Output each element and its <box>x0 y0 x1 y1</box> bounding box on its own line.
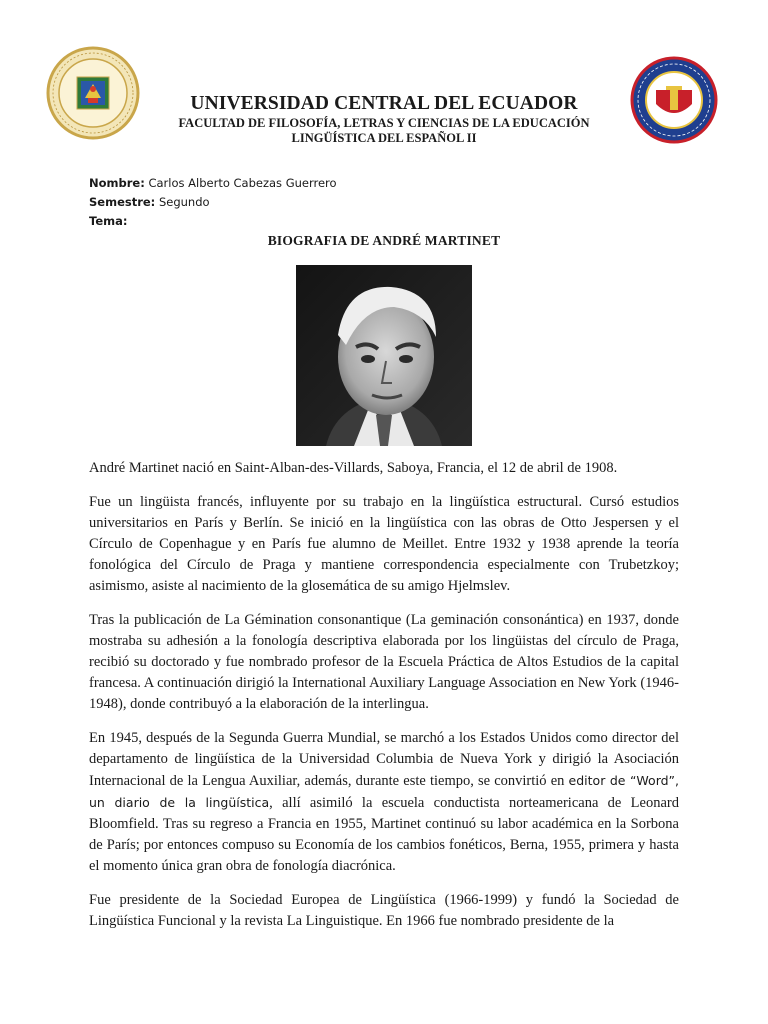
topic-label: Tema: <box>89 214 128 228</box>
paragraph-2: Fue un lingüista francés, influyente por su trabajo en la lingüística estructural. Cursó estudios universitarios en París y Berlín. Se inició en la lingüística con las obras de Otto Jespersen y el Círculo de Copenhague y en París fue alumno de Meillet. Entre 1932 y 1938 aprende la teoría fonológica del Círculo de Praga y mantiene correspondencia especialmente con Trubetzkoy; asimismo, asiste al nacimiento de la glosemática de su amigo Hjelmslev. <box>89 494 679 594</box>
name-row <box>89 174 337 193</box>
portrait-photo <box>296 265 472 446</box>
document-title: BIOGRAFIA DE ANDRÉ MARTINET <box>267 233 501 248</box>
paragraph-3: Tras la publicación de La Gémination consonantique (La geminación consonántica) en 1937, donde mostraba su adhesión a la fonología descriptiva elaborada por los lingüistas del círculo de Praga, recibió su doctorado y fue nombrado profesor de la Escuela Práctica de Altos Estudios de la capital francesa. A continuación dirigió la International Auxiliary Language Association en New York (1946-1948), donde contribuyó a la elaboración de la interlingua. <box>89 612 679 712</box>
paragraph-4-word-journal: editor de “Word”, un diario de la lingüística <box>89 773 679 810</box>
document-header <box>150 92 618 146</box>
student-info <box>89 174 337 231</box>
portrait-image-icon <box>296 265 472 446</box>
topic-row <box>89 212 337 231</box>
semester-label: Semestre: <box>89 195 156 209</box>
paragraph-1: André Martinet nació en Saint-Alban-des-Villards, Saboya, Francia, el 12 de abril de 1908. <box>89 460 618 476</box>
faculty-seal-logo <box>630 56 718 144</box>
course-name: LINGÜÍSTICA DEL ESPAÑOL II <box>291 131 477 145</box>
name-value: Carlos Alberto Cabezas Guerrero <box>148 176 337 190</box>
university-seal-icon <box>46 46 140 140</box>
semester-row <box>89 193 337 212</box>
faculty-seal-icon <box>630 56 718 144</box>
faculty-name: FACULTAD DE FILOSOFÍA, LETRAS Y CIENCIAS DE LA EDUCACIÓN <box>178 116 590 130</box>
semester-value: Segundo <box>158 195 210 209</box>
name-label: Nombre: <box>89 176 145 190</box>
biography-body <box>89 458 679 945</box>
paragraph-4-part-1: En 1945, después de la Segunda Guerra Mundial, se marchó a los Estados Unidos como director del departamento de lingüística de la Universidad Columbia de Nueva York y dirigió la Asociación Internacional de la Lengua Auxiliar, además, durante este tiempo, se convirtió en <box>89 730 679 789</box>
university-seal-logo <box>46 46 140 140</box>
paragraph-5: Fue presidente de la Sociedad Europea de Lingüística (1966-1999) y fundó la Sociedad de Lingüística Funcional y la revista La Linguistique. En 1966 fue nombrado presidente de la <box>89 892 679 929</box>
paragraph-4 <box>89 728 679 877</box>
paragraph-4-part-2: , allí asimiló la escuela conductista norteamericana de Leonard Bloomfield. Tras su regreso a Francia en 1955, Martinet continuó su labor académica en la Sorbona de París; por entonces compuso su Economía de los cambios fonéticos, Berna, 1955, primera y hasta el momento única gran obra de fonología diacrónica. <box>89 795 679 874</box>
university-name: UNIVERSIDAD CENTRAL DEL ECUADOR <box>190 93 578 114</box>
